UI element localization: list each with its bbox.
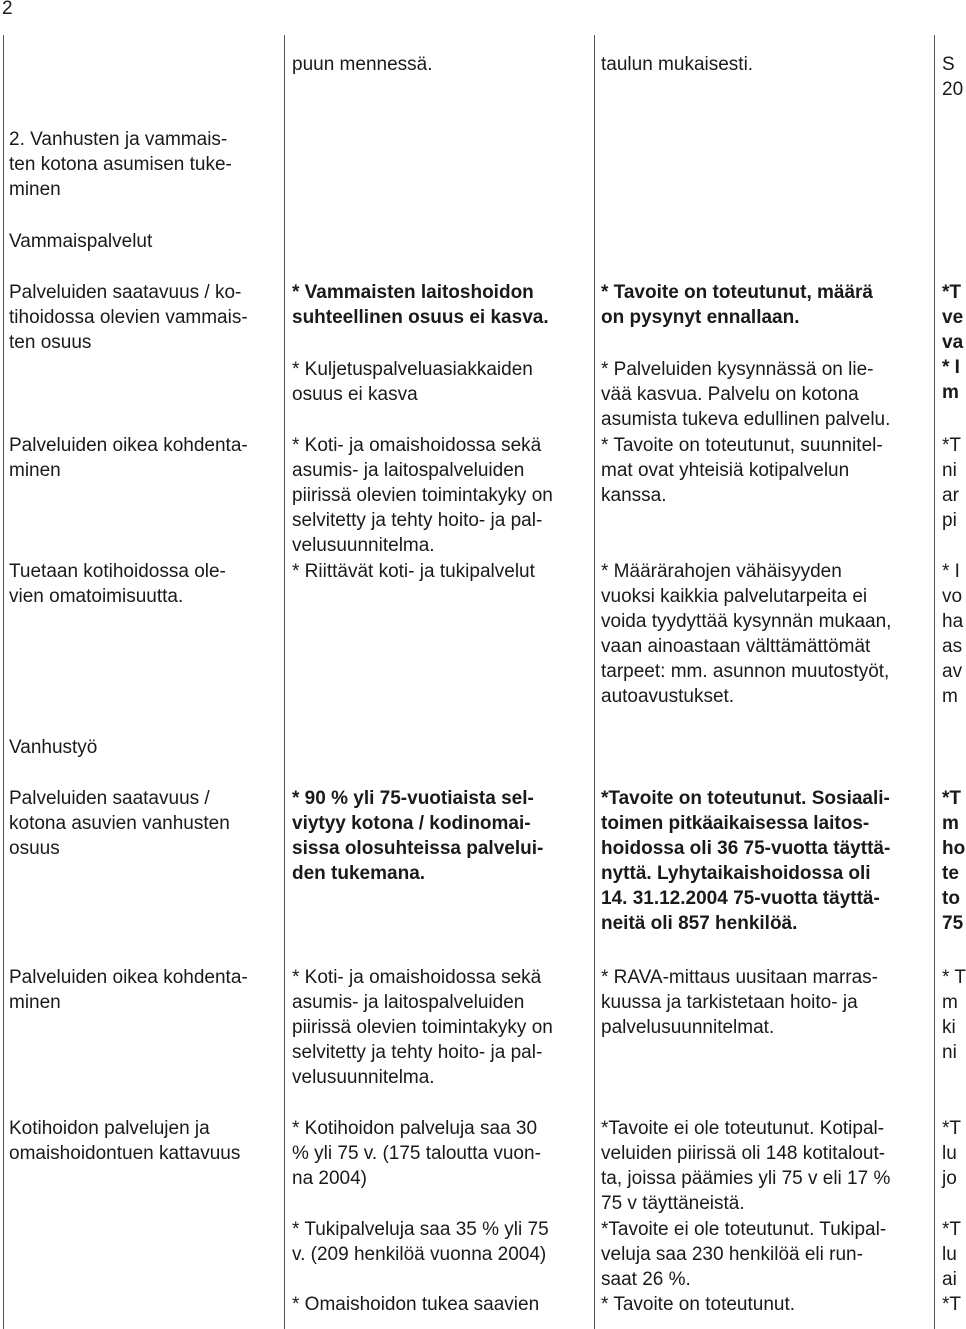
vammais-r1-result-b	[601, 357, 890, 432]
vammais-r2-goal	[292, 433, 553, 558]
text-line: tihoidossa olevien vammais-	[9, 307, 248, 328]
vammais-r3-col4	[942, 559, 963, 709]
text-line: * I	[942, 561, 960, 582]
text-line: * Kuljetuspalveluasiakkaiden	[292, 359, 533, 380]
text-line: *T	[942, 282, 961, 303]
text-line: vää kasvua. Palvelu on kotona	[601, 384, 859, 405]
text-line: mat ovat yhteisiä kotipalvelun	[601, 460, 850, 481]
text-line: velusuunnitelma.	[292, 1067, 435, 1088]
text-line: Palveluiden saatavuus / ko-	[9, 282, 242, 303]
text-line: m	[942, 813, 959, 834]
vammais-r1-col4	[942, 280, 963, 405]
subheading-vammaispalvelut: Vammaispalvelut	[9, 231, 153, 252]
text-line: ta, joissa päämies yli 75 v eli 17 %	[601, 1168, 891, 1189]
text-line: hoidossa oli 36 75-vuotta täyttä-	[601, 838, 891, 859]
text-line: veluiden piirissä oli 148 kotitalout-	[601, 1143, 886, 1164]
text-line: % yli 75 v. (175 taloutta vuon-	[292, 1143, 541, 1164]
text-line: m	[942, 382, 959, 403]
text-line: *T	[942, 1219, 961, 1240]
vanhus-r2-col4	[942, 965, 966, 1065]
column-divider-3	[594, 35, 595, 1329]
vanhus-r3-col4-b	[942, 1217, 961, 1292]
text-line: jo	[942, 1168, 957, 1189]
top-col3-text: taulun mukaisesti.	[601, 54, 754, 75]
text-line: ho	[942, 838, 966, 859]
text-line: Palveluiden oikea kohdenta-	[9, 435, 248, 456]
text-line: selvitetty ja tehty hoito- ja pal-	[292, 510, 543, 531]
vanhus-r2-result	[601, 965, 878, 1040]
text-line: S	[942, 54, 955, 75]
text-line: Tuetaan kotihoidossa ole-	[9, 561, 226, 582]
vanhus-r3-indicator	[9, 1116, 240, 1166]
text-line: kotona asuvien vanhusten	[9, 813, 230, 834]
text-line: v. (209 henkilöä vuonna 2004)	[292, 1244, 547, 1265]
vammais-r1-indicator	[9, 280, 248, 355]
text-line: lu	[942, 1143, 957, 1164]
text-line: * Riittävät koti- ja tukipalvelut	[292, 561, 535, 582]
text-line: den tukemana.	[292, 863, 426, 884]
top-col4-text	[942, 52, 963, 102]
text-line: av	[942, 661, 963, 682]
vanhus-r3-goal-b	[292, 1217, 549, 1267]
text-line: viytyy kotona / kodinomai-	[292, 813, 531, 834]
text-line: palvelusuunnitelmat.	[601, 1017, 775, 1038]
section-heading	[9, 127, 232, 202]
text-line: vien omatoimisuutta.	[9, 586, 184, 607]
text-line: 2. Vanhusten ja vammais-	[9, 129, 228, 150]
text-line: lu	[942, 1244, 957, 1265]
text-line: * Tavoite on toteutunut.	[601, 1294, 796, 1315]
text-line: vuoksi kaikkia palvelutarpeita ei	[601, 586, 868, 607]
vammais-r1-goal-a	[292, 280, 549, 330]
text-line: * Tavoite on toteutunut, määrä	[601, 282, 874, 303]
vammais-r2-result	[601, 433, 883, 508]
text-line: selvitetty ja tehty hoito- ja pal-	[292, 1042, 543, 1063]
text-line: asumis- ja laitospalveluiden	[292, 992, 525, 1013]
text-line: *Tavoite ei ole toteutunut. Kotipal-	[601, 1118, 885, 1139]
subheading-vanhustyo: Vanhustyö	[9, 737, 98, 758]
text-line: kanssa.	[601, 485, 667, 506]
text-line: te	[942, 863, 959, 884]
vanhus-r3-result-a	[601, 1116, 890, 1216]
text-line: va	[942, 332, 964, 353]
text-line: ve	[942, 307, 964, 328]
page-number: 2	[2, 0, 13, 19]
text-line: minen	[9, 460, 61, 481]
text-line: * 90 % yli 75-vuotiaista sel-	[292, 788, 534, 809]
text-line: *T	[942, 1118, 961, 1139]
text-line: * Vammaisten laitoshoidon	[292, 282, 534, 303]
text-line: 75 v täyttäneistä.	[601, 1193, 745, 1214]
text-line: vaan ainoastaan välttämättömät	[601, 636, 871, 657]
vanhus-r2-indicator	[9, 965, 248, 1015]
text-line: tarpeet: mm. asunnon muutostyöt,	[601, 661, 890, 682]
text-line: nyttä. Lyhytaikaishoidossa oli	[601, 863, 871, 884]
text-line: ar	[942, 485, 959, 506]
vanhus-r1-goal	[292, 786, 543, 886]
text-line: Palveluiden saatavuus /	[9, 788, 210, 809]
text-line: minen	[9, 179, 61, 200]
text-line: * T	[942, 967, 966, 988]
text-line: * Tavoite on toteutunut, suunnitel-	[601, 435, 883, 456]
vanhus-r3-result-b	[601, 1217, 886, 1292]
vammais-r2-indicator	[9, 433, 248, 483]
text-line: m	[942, 992, 958, 1013]
text-line: piirissä olevien toimintakyky on	[292, 485, 553, 506]
text-line: minen	[9, 992, 61, 1013]
vammais-r2-col4	[942, 433, 961, 533]
text-line: ni	[942, 1042, 957, 1063]
text-line: * Koti- ja omaishoidossa sekä	[292, 435, 542, 456]
text-line: * Koti- ja omaishoidossa sekä	[292, 967, 542, 988]
text-line: kuussa ja tarkistetaan hoito- ja	[601, 992, 858, 1013]
text-line: m	[942, 686, 958, 707]
text-line: pi	[942, 510, 957, 531]
text-line: autoavustukset.	[601, 686, 735, 707]
text-line: veluja saa 230 henkilöä eli run-	[601, 1244, 863, 1265]
text-line: as	[942, 636, 963, 657]
text-line: * Tukipalveluja saa 35 % yli 75	[292, 1219, 549, 1240]
text-line: Palveluiden oikea kohdenta-	[9, 967, 248, 988]
vammais-r1-goal-b	[292, 357, 533, 407]
text-line: toimen pitkäaikaisessa laitos-	[601, 813, 870, 834]
text-line: osuus ei kasva	[292, 384, 418, 405]
text-line: suhteellinen osuus ei kasva.	[292, 307, 549, 328]
vanhus-r3-col4-c	[942, 1292, 961, 1317]
vanhus-r3-goal-a	[292, 1116, 541, 1191]
vammais-r3-goal	[292, 559, 535, 584]
vanhus-r3-result-c	[601, 1292, 795, 1317]
text-line: *T	[942, 435, 961, 456]
vanhus-r3-col4-a	[942, 1116, 961, 1191]
vammais-r3-result	[601, 559, 891, 709]
text-line: on pysynyt ennallaan.	[601, 307, 800, 328]
text-line: Kotihoidon palvelujen ja	[9, 1118, 210, 1139]
text-line: ni	[942, 460, 957, 481]
vanhus-r1-col4	[942, 786, 965, 936]
text-line: piirissä olevien toimintakyky on	[292, 1017, 553, 1038]
text-line: * Kotihoidon palveluja saa 30	[292, 1118, 538, 1139]
text-line: * Määrärahojen vähäisyyden	[601, 561, 842, 582]
vanhus-r2-goal	[292, 965, 553, 1090]
text-line: ai	[942, 1269, 957, 1290]
text-line: *T	[942, 788, 961, 809]
text-line: * I	[942, 357, 960, 378]
text-line: sissa olosuhteissa palvelui-	[292, 838, 544, 859]
text-line: 14. 31.12.2004 75-vuotta täyttä-	[601, 888, 880, 909]
vanhus-r3-goal-c	[292, 1292, 539, 1317]
column-divider-2	[284, 35, 285, 1329]
text-line: voida tyydyttää kysynnän mukaan,	[601, 611, 892, 632]
text-line: asumis- ja laitospalveluiden	[292, 460, 525, 481]
vanhus-r1-result	[601, 786, 890, 936]
text-line: to	[942, 888, 960, 909]
text-line: 20	[942, 79, 964, 100]
text-line: *T	[942, 1294, 961, 1315]
text-line: ki	[942, 1017, 956, 1038]
text-line: ha	[942, 611, 964, 632]
text-line: * Palveluiden kysynnässä on lie-	[601, 359, 874, 380]
text-line: osuus	[9, 838, 60, 859]
text-line: saat 26 %.	[601, 1269, 691, 1290]
text-line: asumista tukeva edullinen palvelu.	[601, 409, 891, 430]
text-line: *Tavoite on toteutunut. Sosiaali-	[601, 788, 890, 809]
vammais-r3-indicator	[9, 559, 226, 609]
column-divider-1	[3, 35, 4, 1329]
text-line: ten kotona asumisen tuke-	[9, 154, 232, 175]
text-line: * Omaishoidon tukea saavien	[292, 1294, 540, 1315]
column-divider-4	[934, 35, 935, 1329]
top-col2-text: puun mennessä.	[292, 54, 433, 75]
vanhus-r1-indicator	[9, 786, 230, 861]
vammais-r1-result-a	[601, 280, 873, 330]
text-line: 75	[942, 913, 964, 934]
text-line: omaishoidontuen kattavuus	[9, 1143, 241, 1164]
text-line: * RAVA-mittaus uusitaan marras-	[601, 967, 878, 988]
text-line: ten osuus	[9, 332, 92, 353]
text-line: na 2004)	[292, 1168, 368, 1189]
text-line: neitä oli 857 henkilöä.	[601, 913, 798, 934]
text-line: vo	[942, 586, 963, 607]
text-line: velusuunnitelma.	[292, 535, 435, 556]
text-line: *Tavoite ei ole toteutunut. Tukipal-	[601, 1219, 887, 1240]
